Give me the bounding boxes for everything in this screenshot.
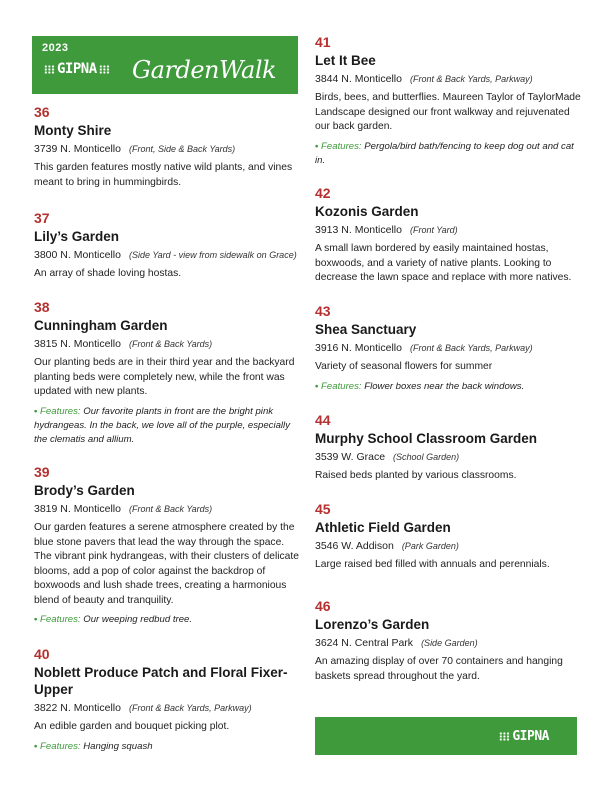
garden-entry xyxy=(34,210,302,282)
garden-number: 36 xyxy=(34,104,50,120)
bullet-icon: • xyxy=(34,405,38,417)
garden-entry xyxy=(34,104,302,190)
garden-entry xyxy=(315,598,585,684)
bullet-icon: • xyxy=(34,740,38,752)
garden-features xyxy=(315,140,585,168)
garden-address: 3539 W. Grace xyxy=(315,451,386,463)
bullet-icon: • xyxy=(315,140,319,152)
garden-number: 38 xyxy=(34,299,50,315)
garden-description: An edible garden and bouquet picking plot. xyxy=(34,721,230,732)
garden-name: Kozonis Garden xyxy=(315,204,419,219)
garden-address: 3624 N. Central Park xyxy=(315,637,414,649)
garden-name: Lorenzo’s Garden xyxy=(315,617,430,632)
bullet-icon: • xyxy=(34,614,38,625)
features-label: Features: xyxy=(321,140,362,152)
features-text: Flower boxes near the back windows. xyxy=(364,380,525,392)
garden-number: 37 xyxy=(34,210,50,226)
garden-entry xyxy=(34,464,302,627)
garden-number: 44 xyxy=(315,412,331,428)
garden-name: Murphy School Classroom Garden xyxy=(315,431,538,446)
garden-address-line xyxy=(315,450,585,464)
garden-name: Lily’s Garden xyxy=(34,229,120,244)
bullet-icon: • xyxy=(315,380,319,392)
garden-location: (Front & Back Yards) xyxy=(128,339,213,349)
garden-features xyxy=(315,380,585,394)
garden-location: (Front & Back Yards, Parkway) xyxy=(128,703,252,713)
garden-location: (Front & Back Yards, Parkway) xyxy=(409,74,533,84)
garden-address-line xyxy=(315,636,585,650)
garden-name: Shea Sanctuary xyxy=(315,322,417,337)
footer-logo-bar xyxy=(315,717,577,755)
garden-description: An amazing display of over 70 containers and hanging baskets spread throughout the yard. xyxy=(315,656,563,682)
garden-name: Noblett Produce Patch and Floral Fixer-Upper xyxy=(34,665,288,697)
dot-grid-icon xyxy=(99,65,110,74)
gipna-logo xyxy=(42,61,112,77)
garden-location: (Park Garden) xyxy=(401,541,459,551)
features-label: Features: xyxy=(40,740,81,752)
garden-address: 3819 N. Monticello xyxy=(34,503,121,515)
garden-address-line xyxy=(34,248,302,262)
garden-entry xyxy=(34,646,302,754)
garden-address: 3844 N. Monticello xyxy=(315,73,402,85)
garden-address: 3800 N. Monticello xyxy=(34,249,121,261)
garden-address-line xyxy=(315,72,585,86)
banner-year: 2023 xyxy=(42,42,69,54)
garden-description: Our planting beds are in their third year and the backyard planting beds were completely new, while the front was updated with new plants. xyxy=(34,357,295,397)
garden-features xyxy=(34,740,302,754)
garden-entry xyxy=(315,185,585,286)
garden-number: 40 xyxy=(34,646,50,662)
garden-number: 41 xyxy=(315,34,331,50)
garden-description: This garden features mostly native wild plants, and vines meant to bring in hummingbirds. xyxy=(34,162,293,188)
features-text: Our favorite plants in front are the bright pink hydrangeas. In the back, we love all of the purple, especially the clematis and allium. xyxy=(34,405,290,445)
garden-entry xyxy=(315,501,585,573)
garden-address: 3739 N. Monticello xyxy=(34,143,121,155)
garden-description: An array of shade loving hostas. xyxy=(34,268,182,279)
garden-address: 3546 W. Addison xyxy=(315,540,394,552)
garden-location: (School Garden) xyxy=(393,452,460,462)
garden-entry xyxy=(315,412,585,484)
garden-location: (Front, Side & Back Yards) xyxy=(128,144,236,154)
garden-description: Raised beds planted by various classrooms. xyxy=(315,470,517,481)
garden-location: (Front & Back Yards) xyxy=(128,504,213,514)
garden-entry xyxy=(315,34,585,168)
garden-name: Cunningham Garden xyxy=(34,318,168,333)
features-label: Features: xyxy=(40,614,81,625)
features-text: Hanging squash xyxy=(83,740,153,752)
features-text: Our weeping redbud tree. xyxy=(83,614,193,625)
garden-address-line xyxy=(34,337,302,351)
garden-name: Monty Shire xyxy=(34,123,112,138)
garden-description: Variety of seasonal flowers for summer xyxy=(315,361,493,372)
features-text: Pergola/bird bath/fencing to keep dog out and cat in. xyxy=(315,140,574,166)
garden-number: 46 xyxy=(315,598,331,614)
garden-location: (Front Yard) xyxy=(409,225,458,235)
garden-address-line xyxy=(315,223,585,237)
garden-number: 43 xyxy=(315,303,331,319)
garden-address: 3822 N. Monticello xyxy=(34,702,121,714)
garden-description: Our garden features a serene atmosphere created by the blue stone pavers that lead the way through the space. The vibrant pink hydrangeas, with their clusters of delicate blooms, add a pop of color against the backdrop of boxwoods and lush shade trees, creating a harmonious blend of beauty and tranquility. xyxy=(34,522,299,606)
gipna-logo xyxy=(497,729,549,744)
banner-title: GardenWalk xyxy=(132,56,277,84)
dot-grid-icon xyxy=(499,732,510,741)
garden-number: 42 xyxy=(315,185,331,201)
dot-grid-icon xyxy=(44,65,55,74)
features-label: Features: xyxy=(40,405,81,417)
garden-entry xyxy=(315,303,585,394)
features-label: Features: xyxy=(321,380,362,392)
garden-name: Athletic Field Garden xyxy=(315,520,451,535)
gipna-logo-text: GIPNA xyxy=(57,61,97,77)
garden-name: Brody’s Garden xyxy=(34,483,135,498)
garden-address: 3916 N. Monticello xyxy=(315,342,402,354)
garden-address-line xyxy=(315,539,585,553)
garden-location: (Side Yard - view from sidewalk on Grace) xyxy=(128,250,297,260)
garden-address: 3815 N. Monticello xyxy=(34,338,121,350)
garden-address-line xyxy=(315,341,585,355)
garden-walk-banner xyxy=(32,36,298,94)
garden-number: 39 xyxy=(34,464,50,480)
garden-location: (Front & Back Yards, Parkway) xyxy=(409,343,533,353)
garden-description: Birds, bees, and butterflies. Maureen Taylor of TaylorMade Landscape designed our front walkway and rejuvenated our back garden. xyxy=(315,92,581,132)
garden-location: (Side Garden) xyxy=(421,638,478,648)
garden-description: A small lawn bordered by easily maintained hostas, boxwoods, and a variety of native plants. Looking to decrease the lawn space and replace with more natives. xyxy=(315,243,572,283)
garden-address-line xyxy=(34,142,302,156)
garden-name: Let It Bee xyxy=(315,53,376,68)
garden-features xyxy=(34,613,302,627)
garden-address-line xyxy=(34,502,302,516)
garden-number: 45 xyxy=(315,501,331,517)
garden-address: 3913 N. Monticello xyxy=(315,224,402,236)
gipna-logo-text: GIPNA xyxy=(512,729,549,744)
garden-description: Large raised bed filled with annuals and perennials. xyxy=(315,559,550,570)
garden-address-line xyxy=(34,701,302,715)
garden-features xyxy=(34,405,302,447)
garden-entry xyxy=(34,299,302,447)
